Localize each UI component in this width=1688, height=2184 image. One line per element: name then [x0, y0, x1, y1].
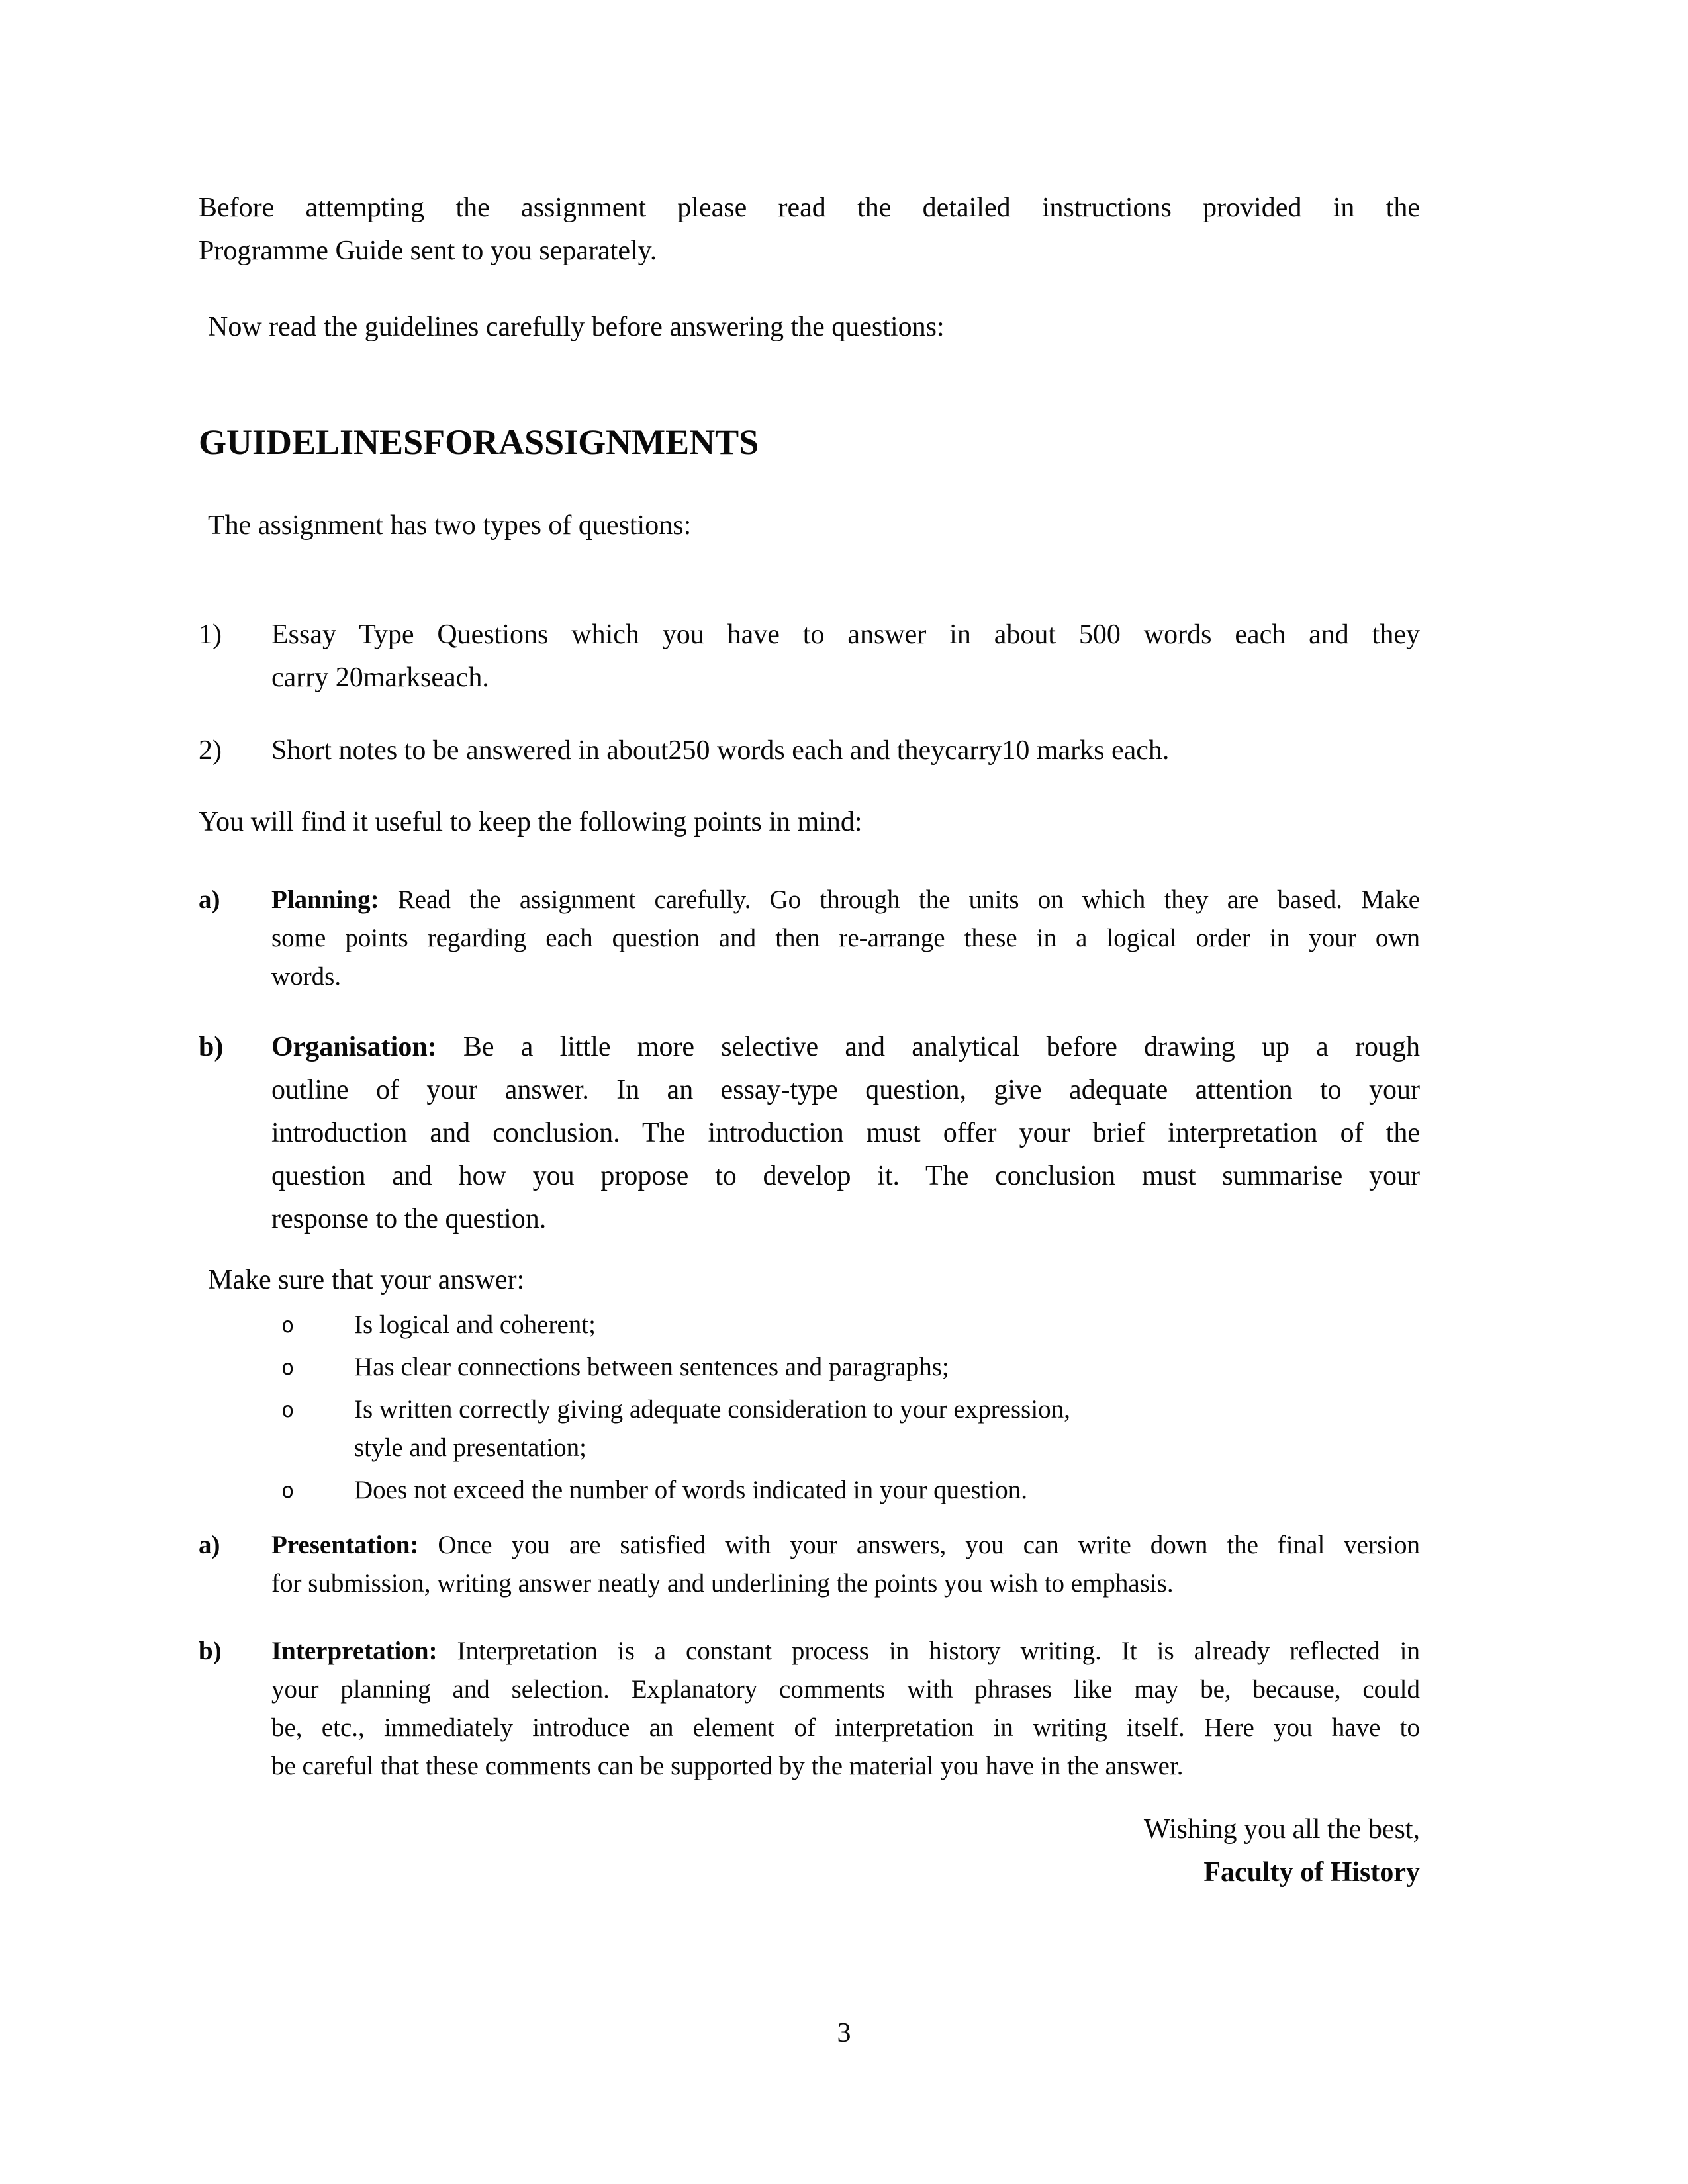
point-line: your planning and selection. Explanatory comments with phrases like may be, because, could	[271, 1675, 1420, 1704]
point-line: words.	[271, 962, 342, 991]
question-type-item-2	[199, 729, 1420, 772]
point-text: Once you are satisfied with your answers, you can write down the final version	[438, 1531, 1420, 1559]
checklist-line: Does not exceed the number of words indicated in your question.	[354, 1476, 1027, 1504]
sign-off	[199, 1808, 1420, 1894]
checklist-line: Is logical and coherent;	[354, 1310, 596, 1339]
point-line: be, etc., immediately introduce an element of interpretation in writing itself. Here you have to	[271, 1713, 1420, 1742]
point-text: Interpretation is a constant process in history writing. It is already reflected in	[457, 1637, 1420, 1665]
item-marker: 1)	[199, 619, 222, 650]
point-line	[271, 1526, 1420, 1565]
point-text: Read the assignment carefully. Go through the units on which they are based. Make	[397, 886, 1420, 914]
intro-line: Programme Guide sent to you separately.	[199, 236, 657, 266]
point-item-organisation	[199, 1026, 1420, 1241]
intro-line: Before attempting the assignment please read the detailed instructions provided in the	[199, 193, 1420, 223]
guidelines-heading: GUIDELINESFORASSIGNMENTS	[199, 422, 759, 462]
point-label: Organisation:	[271, 1032, 437, 1062]
point-item-planning	[199, 881, 1420, 996]
checklist-line: Has clear connections between sentences and paragraphs;	[354, 1353, 949, 1381]
question-type-item-1	[199, 614, 1420, 700]
item-line: carry 20markseach.	[271, 662, 489, 693]
point-line: be careful that these comments can be supported by the material you have in the answer.	[271, 1752, 1184, 1780]
item-marker: 2)	[199, 735, 222, 766]
circle-bullet-icon: o	[281, 1355, 295, 1380]
now-read-note: Now read the guidelines carefully before answering the questions:	[208, 312, 945, 342]
item-line: Short notes to be answered in about250 words each and theycarry10 marks each.	[271, 735, 1170, 766]
point-label: Planning:	[271, 886, 379, 914]
point-line	[271, 1026, 1420, 1069]
point-marker: b)	[199, 1032, 224, 1062]
item-line: Essay Type Questions which you have to answer in about 500 words each and they	[271, 619, 1420, 650]
point-line: some points regarding each question and then re-arrange these in a logical order in your own	[271, 924, 1420, 952]
point-item-presentation	[199, 1526, 1420, 1603]
checklist-line: Is written correctly giving adequate consideration to your expression,	[354, 1395, 1070, 1424]
point-label: Interpretation:	[271, 1637, 438, 1665]
point-item-interpretation	[199, 1632, 1420, 1786]
point-label: Presentation:	[271, 1531, 419, 1559]
checklist-item	[199, 1390, 1420, 1467]
checklist-item	[199, 1471, 1420, 1510]
circle-bullet-icon: o	[281, 1478, 295, 1503]
checklist-line: style and presentation;	[354, 1433, 586, 1462]
intro-paragraph	[199, 187, 1420, 273]
point-marker: a)	[199, 1531, 220, 1559]
point-text: Be a little more selective and analytical before drawing up a rough	[463, 1032, 1420, 1062]
assignment-types-intro: The assignment has two types of questions:	[208, 510, 692, 541]
point-line: question and how you propose to develop it. The conclusion must summarise your	[271, 1161, 1420, 1191]
answer-checklist	[199, 1306, 1420, 1510]
point-line: outline of your answer. In an essay-type question, give adequate attention to your	[271, 1075, 1420, 1105]
point-line: response to the question.	[271, 1204, 547, 1234]
point-marker: a)	[199, 886, 220, 914]
point-line	[271, 1632, 1420, 1670]
circle-bullet-icon: o	[281, 1312, 295, 1338]
page-number: 3	[837, 2018, 851, 2048]
point-line: for submission, writing answer neatly and underlining the points you wish to emphasis.	[271, 1569, 1174, 1598]
checklist-item	[199, 1348, 1420, 1387]
closing-line: Wishing you all the best,	[1143, 1814, 1420, 1844]
point-marker: b)	[199, 1637, 222, 1665]
checklist-intro: Make sure that your answer:	[208, 1265, 525, 1295]
signature-line: Faculty of History	[1203, 1857, 1420, 1888]
point-line	[271, 881, 1420, 919]
point-line: introduction and conclusion. The introduction must offer your brief interpretation of the	[271, 1118, 1420, 1148]
checklist-item	[199, 1306, 1420, 1344]
circle-bullet-icon: o	[281, 1397, 295, 1422]
points-intro: You will find it useful to keep the following points in mind:	[199, 807, 863, 837]
